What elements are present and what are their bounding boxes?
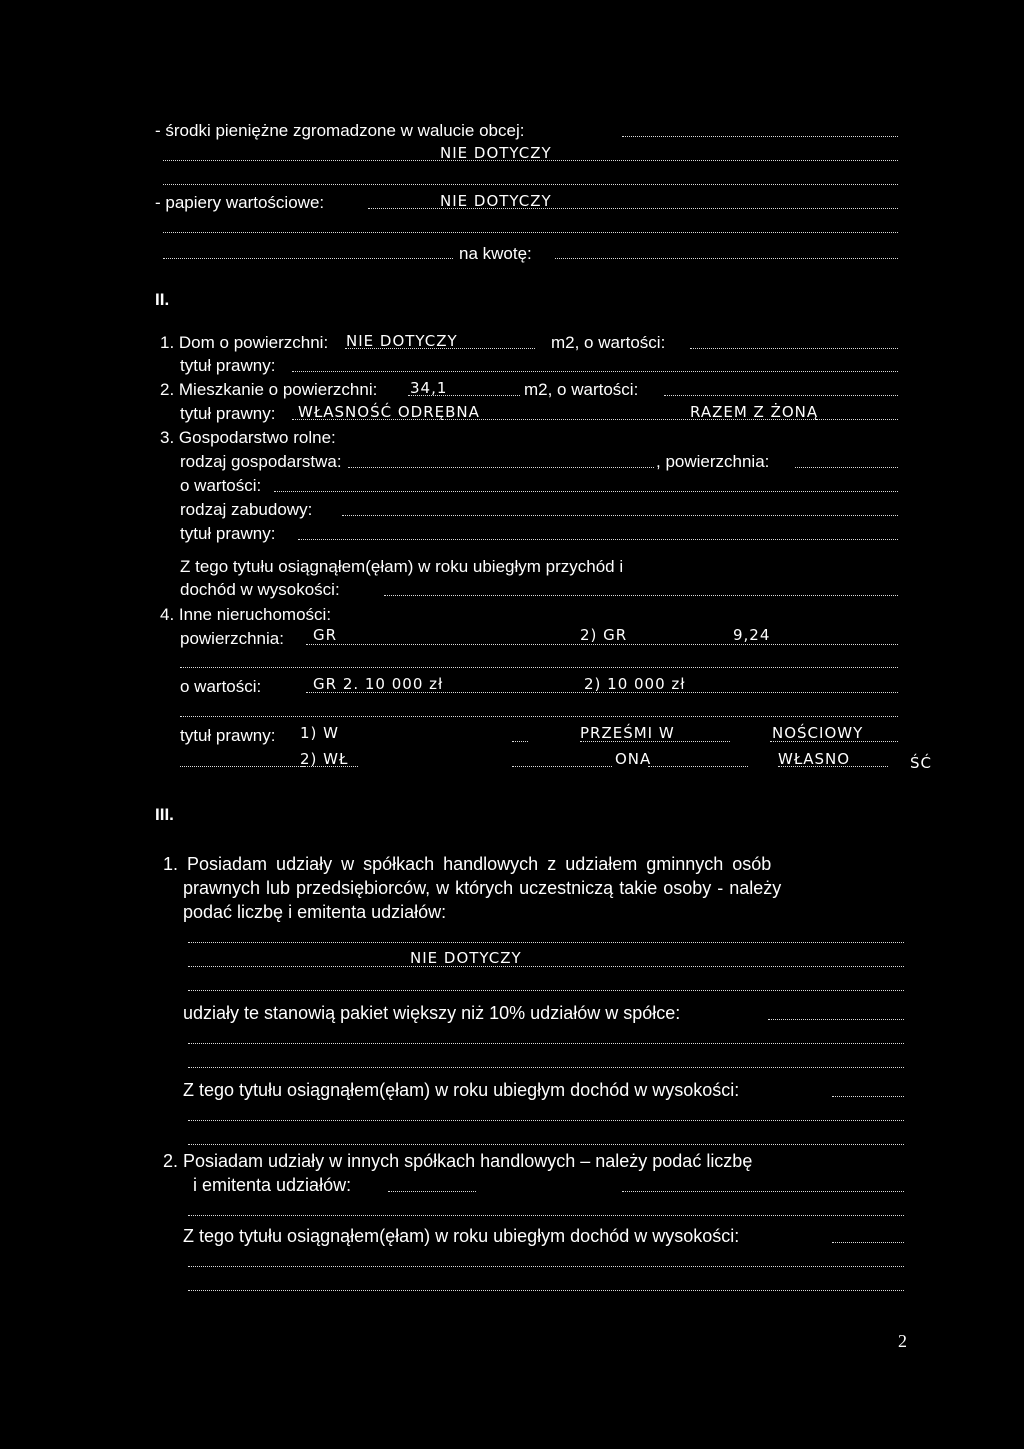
dotted-fill xyxy=(832,1242,904,1243)
dotted-fill xyxy=(180,667,898,668)
section-heading-ii: II. xyxy=(155,290,170,309)
dotted-fill xyxy=(188,966,904,967)
amount-label: na kwotę: xyxy=(459,244,532,263)
other-title-value-4: 2) WŁ xyxy=(300,750,349,768)
securities-value: NIE DOTYCZY xyxy=(440,192,552,210)
dotted-fill xyxy=(188,1290,904,1291)
dotted-fill xyxy=(163,232,898,233)
dotted-fill xyxy=(342,515,898,516)
house-value: NIE DOTYCZY xyxy=(346,332,458,350)
shares-municipal-line-1: 1. Posiadam udziały w spółkach handlowych z udziałem gminnych osób xyxy=(163,854,772,874)
dotted-fill xyxy=(163,184,898,185)
securities-label: - papiery wartościowe: xyxy=(155,193,325,212)
dotted-fill xyxy=(408,395,520,396)
farm-buildings-label: rodzaj zabudowy: xyxy=(180,500,313,519)
other-title-value-7: ŚĆ xyxy=(910,754,932,772)
flat-title-value-2: RAZEM Z ŻONĄ xyxy=(690,403,819,421)
shares-municipal-value: NIE DOTYCZY xyxy=(410,949,522,967)
farm-income-line-1: Z tego tytułu osiągnąłem(ęłam) w roku ubiegłym przychód i xyxy=(180,557,624,576)
dotted-fill xyxy=(298,539,898,540)
dotted-fill xyxy=(188,1120,904,1121)
dotted-fill xyxy=(274,491,898,492)
dotted-fill xyxy=(163,258,453,259)
flat-label: 2. Mieszkanie o powierzchni: xyxy=(160,380,378,399)
other-shares-line-2: i emitenta udziałów: xyxy=(193,1175,352,1195)
dotted-fill xyxy=(188,1144,904,1145)
dotted-fill xyxy=(300,766,358,767)
flat-title-value-1: WŁASNOŚĆ ODRĘBNA xyxy=(298,403,480,421)
dotted-fill xyxy=(622,1191,904,1192)
dotted-fill xyxy=(388,1191,476,1192)
house-label: 1. Dom o powierzchni: xyxy=(160,333,329,352)
other-value-2: 2) 10 000 zł xyxy=(584,675,686,693)
dotted-fill xyxy=(768,1019,904,1020)
other-area-label: powierzchnia: xyxy=(180,629,284,648)
other-title-value-1: 1) W xyxy=(300,724,339,742)
dotted-fill xyxy=(306,644,898,645)
other-area-value-1: GR xyxy=(313,626,338,644)
section-heading-iii: III. xyxy=(155,805,174,824)
dotted-fill xyxy=(188,942,904,943)
farm-area-label: , powierzchnia: xyxy=(656,452,770,471)
farm-type-label: rodzaj gospodarstwa: xyxy=(180,452,342,471)
other-shares-line-1: 2. Posiadam udziały w innych spółkach handlowych – należy podać liczbę xyxy=(163,1151,753,1171)
other-title-label: tytuł prawny: xyxy=(180,726,276,745)
other-shares-income-label: Z tego tytułu osiągnąłem(ęłam) w roku ubiegłym dochód w wysokości: xyxy=(183,1226,740,1246)
flat-title-label: tytuł prawny: xyxy=(180,404,276,423)
shares-municipal-line-2: prawnych lub przedsiębiorców, w których uczestniczą takie osoby - należy xyxy=(183,878,782,898)
dotted-fill xyxy=(690,348,898,349)
other-title-value-5: ONA xyxy=(615,750,652,768)
dotted-fill xyxy=(188,1266,904,1267)
dotted-fill xyxy=(770,741,898,742)
shares-income-label: Z tego tytułu osiągnąłem(ęłam) w roku ubiegłym dochód w wysokości: xyxy=(183,1080,740,1100)
dotted-fill xyxy=(180,716,898,717)
dotted-fill xyxy=(555,258,898,259)
farm-label: 3. Gospodarstwo rolne: xyxy=(160,428,336,447)
dotted-fill xyxy=(180,766,305,767)
dotted-fill xyxy=(664,395,898,396)
dotted-fill xyxy=(292,371,898,372)
dotted-fill xyxy=(648,766,748,767)
other-property-label: 4. Inne nieruchomości: xyxy=(160,605,332,624)
dotted-fill xyxy=(188,990,904,991)
dotted-fill xyxy=(188,1067,904,1068)
dotted-fill xyxy=(188,1215,904,1216)
dotted-fill xyxy=(778,766,888,767)
dotted-fill xyxy=(832,1096,904,1097)
shares-municipal-line-3: podać liczbę i emitenta udziałów: xyxy=(183,902,447,922)
other-title-value-6: WŁASNO xyxy=(778,750,851,768)
dotted-fill xyxy=(188,1043,904,1044)
flat-m2-label: m2, o wartości: xyxy=(524,380,639,399)
other-area-value-3: 9,24 xyxy=(733,626,771,644)
foreign-currency-value: NIE DOTYCZY xyxy=(440,144,552,162)
other-value-label: o wartości: xyxy=(180,677,262,696)
dotted-fill xyxy=(512,766,612,767)
dotted-fill xyxy=(512,741,528,742)
house-m2-label: m2, o wartości: xyxy=(551,333,666,352)
farm-value-label: o wartości: xyxy=(180,476,262,495)
dotted-fill xyxy=(348,467,654,468)
other-title-value-3: NOŚCIOWY xyxy=(772,724,864,742)
dotted-fill xyxy=(580,741,730,742)
other-area-value-2: 2) GR xyxy=(580,626,628,644)
dotted-fill xyxy=(795,467,898,468)
farm-income-line-2: dochód w wysokości: xyxy=(180,580,340,599)
farm-title-label: tytuł prawny: xyxy=(180,524,276,543)
dotted-fill xyxy=(384,595,898,596)
other-value-1: GR 2. 10 000 zł xyxy=(313,675,444,693)
shares-pack-label: udziały te stanowią pakiet większy niż 10% udziałów w spółce: xyxy=(183,1003,681,1023)
house-title-label: tytuł prawny: xyxy=(180,356,276,375)
other-title-value-2: PRZEŚMI W xyxy=(580,724,675,742)
foreign-currency-label: - środki pieniężne zgromadzone w walucie obcej: xyxy=(155,121,525,140)
dotted-fill xyxy=(622,136,898,137)
flat-area-value: 34,1 xyxy=(410,379,448,397)
page-number: 2 xyxy=(898,1331,907,1351)
